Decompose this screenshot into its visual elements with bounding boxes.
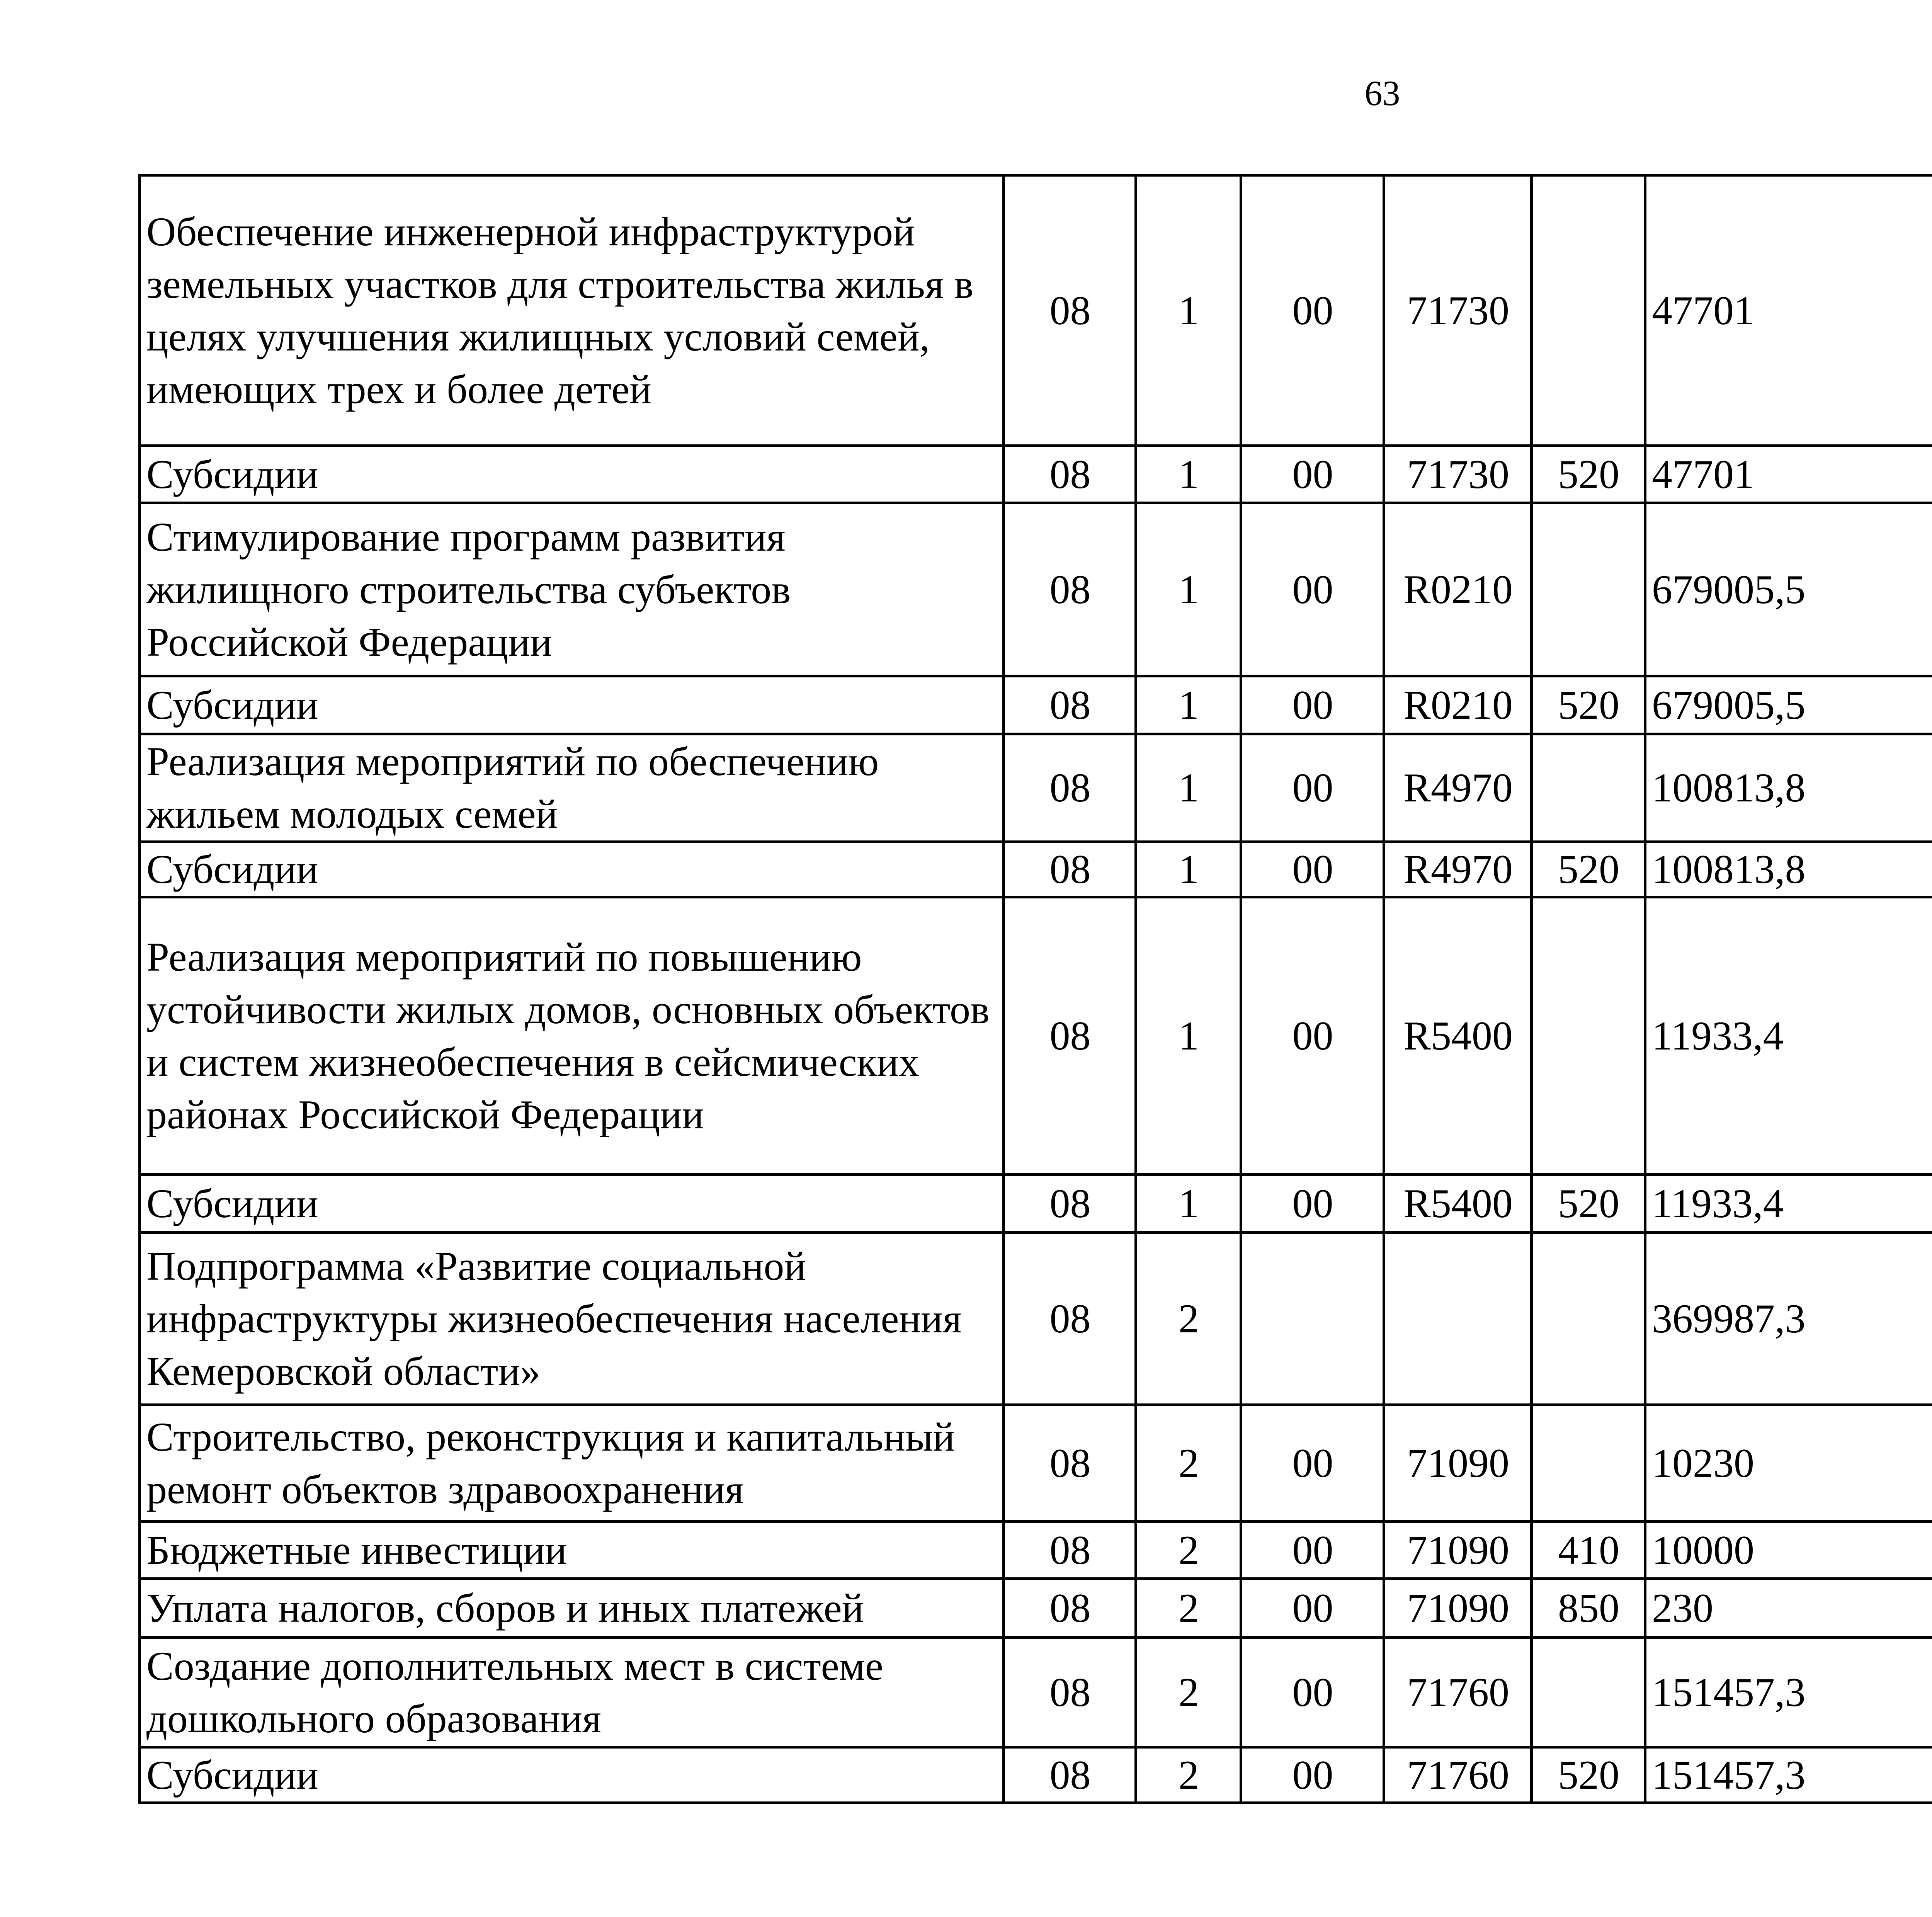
program-code: 00 [1241,734,1384,842]
page-number: 63 [1364,73,1400,113]
program-code: 00 [1241,1405,1384,1522]
section-code: 08 [1004,1405,1136,1522]
expense-type-code [1532,503,1645,676]
direction-code: 71760 [1384,1638,1532,1747]
subsection-code: 1 [1136,1175,1241,1233]
table-row [140,1522,1932,1579]
row-name: Бюджетные инвестиции [140,1522,1004,1579]
table-row [140,897,1932,1175]
program-code: 00 [1241,1579,1384,1638]
direction-code: R4970 [1384,734,1532,842]
subsection-code: 1 [1136,503,1241,676]
amount-year-1: 679005,5 [1645,676,1932,734]
section-code: 08 [1004,1175,1136,1233]
amount-year-1: 151457,3 [1645,1638,1932,1747]
subsection-code: 2 [1136,1405,1241,1522]
program-code: 00 [1241,1522,1384,1579]
table-row [140,446,1932,503]
direction-code: 71730 [1384,446,1532,503]
row-name: Субсидии [140,1747,1004,1803]
subsection-code: 1 [1136,897,1241,1175]
subsection-code: 2 [1136,1233,1241,1405]
expense-type-code [1532,734,1645,842]
section-code: 08 [1004,503,1136,676]
direction-code [1384,1233,1532,1405]
amount-year-1: 47701 [1645,446,1932,503]
expense-type-code: 520 [1532,842,1645,897]
subsection-code: 1 [1136,446,1241,503]
direction-code: 71760 [1384,1747,1532,1803]
amount-year-1: 11933,4 [1645,897,1932,1175]
program-code [1241,1233,1384,1405]
amount-year-1: 100813,8 [1645,734,1932,842]
direction-code: R4970 [1384,842,1532,897]
row-name: Создание дополнительных мест в системе дошкольного образования [140,1638,1004,1747]
section-code: 08 [1004,1579,1136,1638]
amount-year-1: 679005,5 [1645,503,1932,676]
expense-type-code: 850 [1532,1579,1645,1638]
subsection-code: 2 [1136,1579,1241,1638]
expense-type-code: 520 [1532,1747,1645,1803]
expense-type-code: 410 [1532,1522,1645,1579]
table-row [140,842,1932,897]
row-name: Обеспечение инженерной инфраструктурой земельных участков для строительства жилья в целях улучшения жилищных условий семей, имеющих трех и более детей [140,175,1004,446]
subsection-code: 1 [1136,842,1241,897]
amount-year-1: 11933,4 [1645,1175,1932,1233]
expense-type-code [1532,897,1645,1175]
expense-type-code [1532,1405,1645,1522]
table-row [140,734,1932,842]
section-code: 08 [1004,842,1136,897]
program-code: 00 [1241,1747,1384,1803]
program-code: 00 [1241,446,1384,503]
section-code: 08 [1004,1233,1136,1405]
direction-code: R5400 [1384,897,1532,1175]
program-code: 00 [1241,842,1384,897]
direction-code: 71090 [1384,1405,1532,1522]
subsection-code: 2 [1136,1747,1241,1803]
table-row [140,1233,1932,1405]
row-name: Реализация мероприятий по обеспечению жильем молодых семей [140,734,1004,842]
subsection-code: 1 [1136,175,1241,446]
amount-year-1: 151457,3 [1645,1747,1932,1803]
row-name: Реализация мероприятий по повышению устойчивости жилых домов, основных объектов и систем жизнеобеспечения в сейсмических районах Российской Федерации [140,897,1004,1175]
subsection-code: 2 [1136,1638,1241,1747]
table-row [140,1747,1932,1803]
expense-type-code: 520 [1532,1175,1645,1233]
section-code: 08 [1004,734,1136,842]
amount-year-1: 369987,3 [1645,1233,1932,1405]
amount-year-1: 10230 [1645,1405,1932,1522]
table-row [140,503,1932,676]
section-code: 08 [1004,676,1136,734]
program-code: 00 [1241,175,1384,446]
section-code: 08 [1004,446,1136,503]
direction-code: R0210 [1384,676,1532,734]
direction-code: R0210 [1384,503,1532,676]
section-code: 08 [1004,1522,1136,1579]
expense-type-code [1532,175,1645,446]
section-code: 08 [1004,175,1136,446]
program-code: 00 [1241,1175,1384,1233]
amount-year-1: 230 [1645,1579,1932,1638]
row-name: Стимулирование программ развития жилищного строительства субъектов Российской Федерации [140,503,1004,676]
section-code: 08 [1004,897,1136,1175]
direction-code: 71090 [1384,1522,1532,1579]
direction-code: 71090 [1384,1579,1532,1638]
amount-year-1: 100813,8 [1645,842,1932,897]
row-name: Субсидии [140,446,1004,503]
row-name: Субсидии [140,676,1004,734]
direction-code: 71730 [1384,175,1532,446]
row-name: Подпрограмма «Развитие социальной инфраструктуры жизнеобеспечения населения Кемеровской области» [140,1233,1004,1405]
table-row [140,1579,1932,1638]
expense-type-code [1532,1638,1645,1747]
amount-year-1: 47701 [1645,175,1932,446]
program-code: 00 [1241,897,1384,1175]
row-name: Субсидии [140,1175,1004,1233]
budget-table [138,174,1932,1804]
expense-type-code: 520 [1532,446,1645,503]
direction-code: R5400 [1384,1175,1532,1233]
program-code: 00 [1241,676,1384,734]
expense-type-code: 520 [1532,676,1645,734]
subsection-code: 2 [1136,1522,1241,1579]
program-code: 00 [1241,1638,1384,1747]
section-code: 08 [1004,1638,1136,1747]
section-code: 08 [1004,1747,1136,1803]
expense-type-code [1532,1233,1645,1405]
subsection-code: 1 [1136,734,1241,842]
program-code: 00 [1241,503,1384,676]
row-name: Субсидии [140,842,1004,897]
subsection-code: 1 [1136,676,1241,734]
row-name: Строительство, реконструкция и капитальный ремонт объектов здравоохранения [140,1405,1004,1522]
table-row [140,1638,1932,1747]
table-row [140,1175,1932,1233]
table-row [140,1405,1932,1522]
row-name: Уплата налогов, сборов и иных платежей [140,1579,1004,1638]
amount-year-1: 10000 [1645,1522,1932,1579]
table-row [140,175,1932,446]
table-row [140,676,1932,734]
